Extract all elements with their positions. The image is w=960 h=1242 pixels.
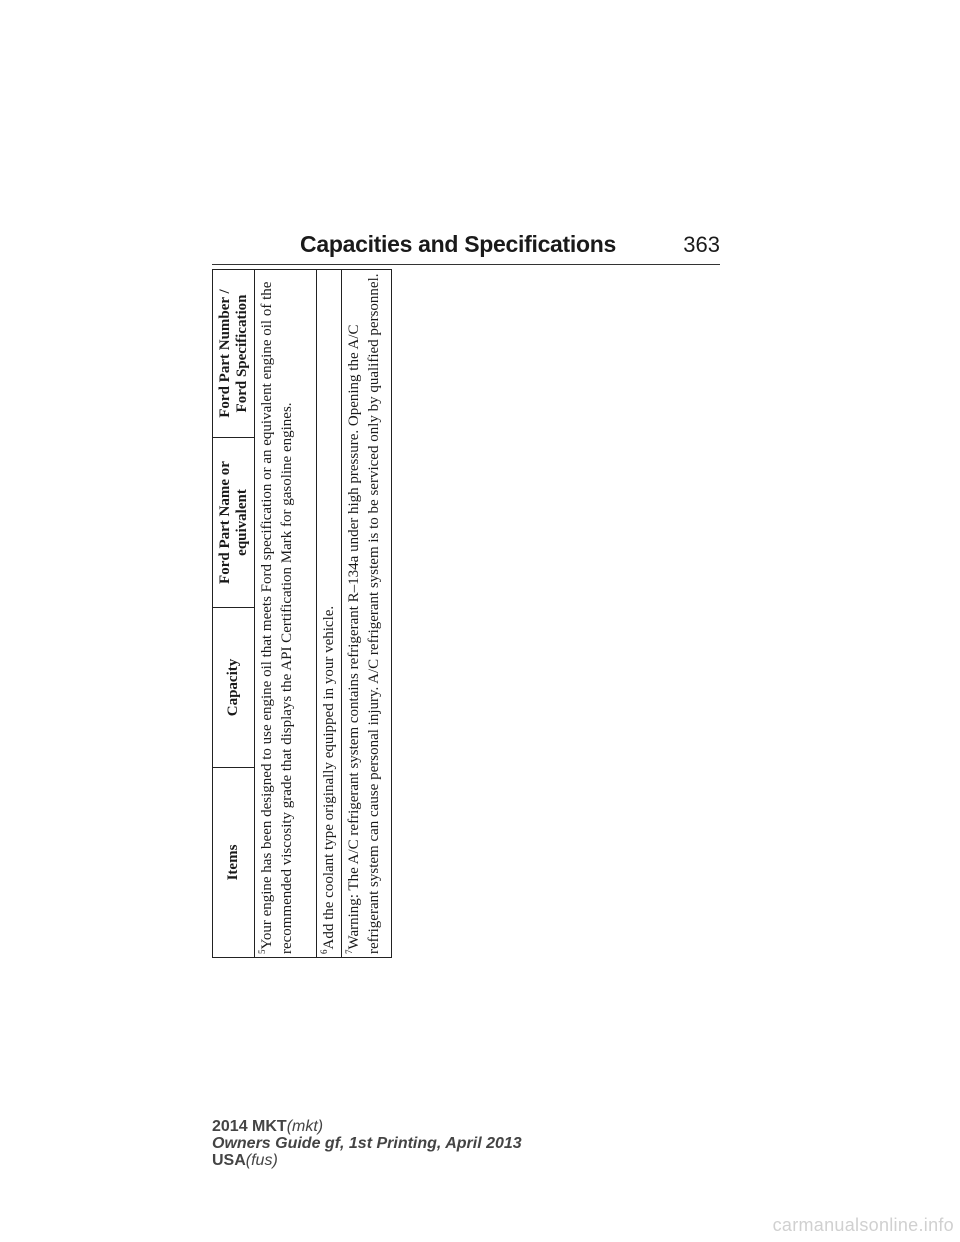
page-header	[212, 226, 720, 265]
rotated-table-container	[212, 270, 392, 958]
footnote-mark: 6	[319, 949, 329, 954]
footer-region: USA	[212, 1152, 246, 1169]
footnote-text: Your engine has been designed to use engine oil that meets Ford specification or an equivalent engine oil of the recommended viscosity grade that displays the API Certification Mark for gasoline engines.	[259, 281, 295, 954]
footer-line-region	[212, 1152, 522, 1169]
watermark-text: carmanualsonline.info	[772, 1215, 954, 1235]
table-row	[342, 270, 392, 958]
table-row	[317, 270, 342, 958]
footnote-text: Add the coolant type originally equipped in your vehicle.	[321, 605, 337, 950]
footer-model: 2014 MKT	[212, 1118, 287, 1135]
footer-model-code: (mkt)	[286, 1118, 324, 1135]
footer-region-code: (fus)	[245, 1152, 278, 1169]
footnote-mark: 5	[257, 949, 267, 954]
table-header-row	[213, 270, 255, 958]
column-header-part-number: Ford Part Number / Ford Specification	[213, 270, 255, 438]
footer-line-model	[212, 1118, 522, 1135]
rotated-table-frame	[212, 270, 392, 958]
section-title: Capacities and Specifications	[300, 231, 616, 257]
footnote-mark: 7	[344, 949, 354, 954]
footnote-engine-oil	[255, 270, 317, 958]
column-header-capacity: Capacity	[213, 608, 255, 768]
footnote-coolant	[317, 270, 342, 958]
footnote-refrigerant-warning	[342, 270, 392, 958]
footnote-text: Warning: The A/C refrigerant system contains refrigerant R–134a under high pressure. Opening the A/C refrigerant system can cause personal injury. A/C refrigerant system is to be serviced only by qualified personnel.	[346, 273, 382, 954]
page-number: 363	[683, 232, 720, 257]
column-header-items: Items	[213, 768, 255, 958]
page-footer	[212, 1118, 522, 1169]
column-header-part-name: Ford Part Name or equivalent	[213, 438, 255, 608]
capacities-table	[212, 269, 392, 958]
footer-guide: Owners Guide gf, 1st Printing, April 2013	[212, 1135, 522, 1152]
table-row	[255, 270, 317, 958]
